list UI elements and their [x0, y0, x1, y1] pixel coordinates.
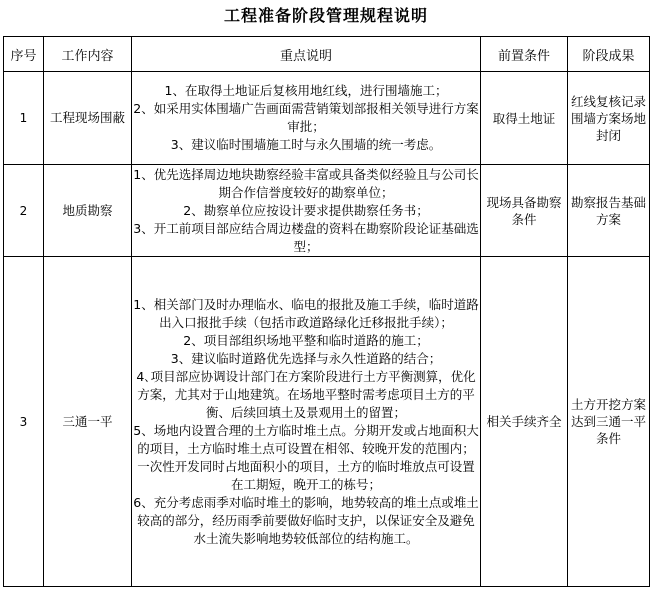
header-points: 重点说明: [132, 37, 481, 72]
key-point: 2、项目部组织场地平整和临时道路的施工；: [183, 332, 429, 348]
key-points: [132, 72, 481, 165]
key-point: 4､项目部应协调设计部门在方案阶段进行土方平衡测算，优化方案，尤其对于山地建筑。在场地平整时需考虑项目土方的平衡、后续回填土及景观用土的留置；: [136, 368, 476, 420]
header-content: 工作内容: [44, 37, 132, 72]
stage-result: 红线复核记录围墙方案场地封闭: [568, 72, 650, 165]
key-point: 3、建议临时围墙施工时与永久围墙的统一考虑。: [170, 137, 442, 152]
key-point: 3、建议临时道路优先选择与永久性道路的结合；: [170, 350, 442, 366]
procedure-table: [3, 36, 650, 587]
key-point: 1、在取得土地证后复核用地红线，进行围墙施工；: [164, 83, 448, 98]
table-row: [4, 257, 650, 587]
precondition: 现场具备勘察条件: [481, 165, 568, 257]
table-header-row: [4, 37, 650, 72]
key-point: 3、开工前项目部应结合周边楼盘的资料在勘察阶段论证基础选型；: [133, 220, 479, 254]
key-point: 1、相关部门及时办理临水、临电的报批及施工手续，临时道路出入口报批手续（包括市政道路绿化迁移报批手续）；: [133, 296, 479, 330]
key-point: 2、如采用实体围墙广告画面需营销策划部报相关领导进行方案审批；: [133, 101, 479, 134]
work-content: 地质勘察: [44, 165, 132, 257]
table-row: [4, 165, 650, 257]
stage-result: 勘察报告基础方案: [568, 165, 650, 257]
table-row: [4, 72, 650, 165]
key-point: 1、优先选择周边地块勘察经验丰富或具备类似经验且与公司长期合作信誉度较好的勘察单位；: [133, 166, 479, 200]
key-point: 2、勘察单位应按设计要求提供勘察任务书；: [183, 202, 429, 218]
work-content: 工程现场围蔽: [44, 72, 132, 165]
key-points: [132, 257, 481, 587]
document-title: 工程准备阶段管理规程说明: [223, 6, 428, 25]
work-content: 三通一平: [44, 257, 132, 587]
header-precondition: 前置条件: [481, 37, 568, 72]
precondition: 取得土地证: [481, 72, 568, 165]
row-number: 1: [4, 72, 44, 165]
precondition: 相关手续齐全: [481, 257, 568, 587]
stage-result: 土方开挖方案达到三通一平条件: [568, 257, 650, 587]
row-number: 3: [4, 257, 44, 587]
key-point: 5、场地内设置合理的土方临时堆土点。分期开发或占地面积大的项目，土方临时堆土点可设置在相邻、较晚开发的范围内；一次性开发同时占地面积小的项目，土方的临时堆放点可设置在工期短，晚开工的栋号；: [133, 422, 479, 492]
row-number: 2: [4, 165, 44, 257]
key-points: [132, 165, 481, 257]
header-no: 序号: [4, 37, 44, 72]
key-point: 6、充分考虑雨季对临时堆土的影响，地势较高的堆土点或堆土较高的部分，经历雨季前要做好临时支护，以保证安全及避免水土流失影响地势较低部位的结构施工。: [133, 494, 479, 546]
header-result: 阶段成果: [568, 37, 650, 72]
